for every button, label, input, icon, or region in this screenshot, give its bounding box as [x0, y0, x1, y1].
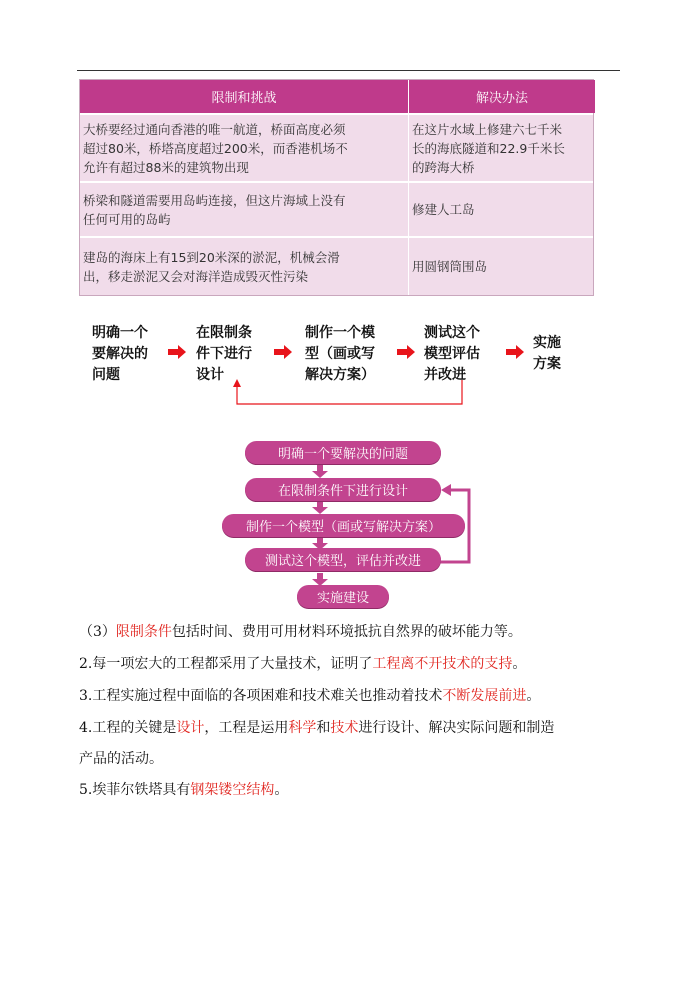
flow-step-2 [196, 323, 252, 386]
highlight-text: 不断发展前进 [442, 688, 527, 704]
flow-step-1 [92, 323, 148, 386]
highlight-text: 技术 [330, 720, 359, 736]
text: 2.每一项宏大的工程都采用了大量技术，证明了 [79, 656, 373, 672]
table-row-2-challenge [80, 183, 408, 236]
flow-line: 型（画或写 [305, 346, 375, 362]
header-challenge: 限制和挑战 [80, 80, 408, 113]
text: 包括时间、费用可用材料环境抵抗自然界的破坏能力等。 [171, 624, 522, 640]
text: 。 [274, 782, 289, 798]
flow-line: 方案 [533, 356, 561, 372]
flow-line: 在限制条 [196, 325, 252, 341]
highlight-text: 钢架镂空结构 [190, 782, 275, 798]
flow-line: 解决方案） [305, 367, 375, 383]
table-row-1-challenge [80, 115, 408, 181]
cell-line: 桥梁和隧道需要用岛屿连接，但这片海域上没有 [83, 192, 346, 208]
paragraph-5 [79, 780, 288, 800]
paragraph-3 [79, 686, 540, 706]
flow-line: 测试这个 [424, 325, 480, 341]
cell-line: 在这片水域上修建六七千米 [412, 121, 563, 137]
text: 。 [526, 688, 541, 704]
flow2-step-2: 在限制条件下进行设计 [245, 478, 441, 501]
flow-line: 要解决的 [92, 346, 148, 362]
flow2-step-4: 测试这个模型，评估并改进 [245, 548, 441, 571]
right-arrow-icon [506, 345, 524, 359]
flow-line: 制作一个模 [305, 325, 375, 341]
cell-line: 的跨海大桥 [412, 159, 475, 175]
table-row-3-challenge [80, 238, 408, 295]
paragraph-constraints [79, 622, 522, 642]
top-rule [77, 70, 620, 71]
paragraph-2 [79, 654, 526, 674]
text: 。 [512, 656, 527, 672]
right-arrow-icon [274, 345, 292, 359]
cell-line: 用圆钢筒围岛 [412, 259, 488, 274]
flow-line: 问题 [92, 367, 120, 383]
paragraph-4-cont: 产品的活动。 [79, 751, 163, 767]
highlight-text: 设计 [176, 720, 205, 736]
cell-line: 允许有超过88米的建筑物出现 [83, 159, 249, 175]
table-row-1-solution [409, 115, 595, 181]
flow-line: 明确一个 [92, 325, 148, 341]
right-arrow-icon [397, 345, 415, 359]
paragraph-4 [79, 718, 554, 738]
text: ，工程是运用 [204, 720, 289, 736]
header-solution: 解决办法 [409, 80, 595, 113]
highlight-text: 科学 [288, 720, 317, 736]
flow-line: 设计 [196, 367, 224, 383]
flow-line: 件下进行 [196, 346, 252, 362]
flow-step-5 [533, 333, 561, 375]
flow-step-4 [424, 323, 480, 386]
feedback-loop-arrow-icon [230, 378, 470, 410]
cell-line: 长的海底隧道和22.9千米长 [412, 140, 565, 156]
highlight-text: 工程离不开技术的支持 [372, 656, 513, 672]
flow-line: 模型评估 [424, 346, 480, 362]
challenge-table [79, 79, 594, 296]
flow-step-3 [305, 323, 375, 386]
highlight-text: 限制条件 [115, 624, 172, 640]
cell-line: 建岛的海床上有15到20米深的淤泥，机械会滑 [83, 249, 340, 265]
cell-line: 修建人工岛 [412, 202, 475, 217]
flow-line: 并改进 [424, 367, 466, 383]
flow2-step-3: 制作一个模型（画或写解决方案） [222, 514, 465, 537]
text: （3） [79, 624, 116, 640]
table-row-2-solution [409, 183, 595, 236]
text: 和 [316, 720, 331, 736]
cell-line: 任何可用的岛屿 [83, 211, 171, 227]
text: 3.工程实施过程中面临的各项困难和技术难关也推动着技术 [79, 688, 443, 704]
flow2-step-1: 明确一个要解决的问题 [245, 441, 441, 464]
cell-line: 超过80米，桥塔高度超过200米，而香港机场不 [83, 140, 348, 156]
text: 4.工程的关键是 [79, 720, 177, 736]
table-row-3-solution [409, 238, 595, 295]
flow2-step-5: 实施建设 [297, 585, 389, 608]
cell-line: 大桥要经过通向香港的唯一航道，桥面高度必须 [83, 121, 346, 137]
right-arrow-icon [168, 345, 186, 359]
text: 进行设计、解决实际问题和制造 [358, 720, 555, 736]
text: 5.埃菲尔铁塔具有 [79, 782, 191, 798]
cell-line: 出，移走淤泥又会对海洋造成毁灭性污染 [83, 268, 309, 284]
flow-line: 实施 [533, 335, 561, 351]
